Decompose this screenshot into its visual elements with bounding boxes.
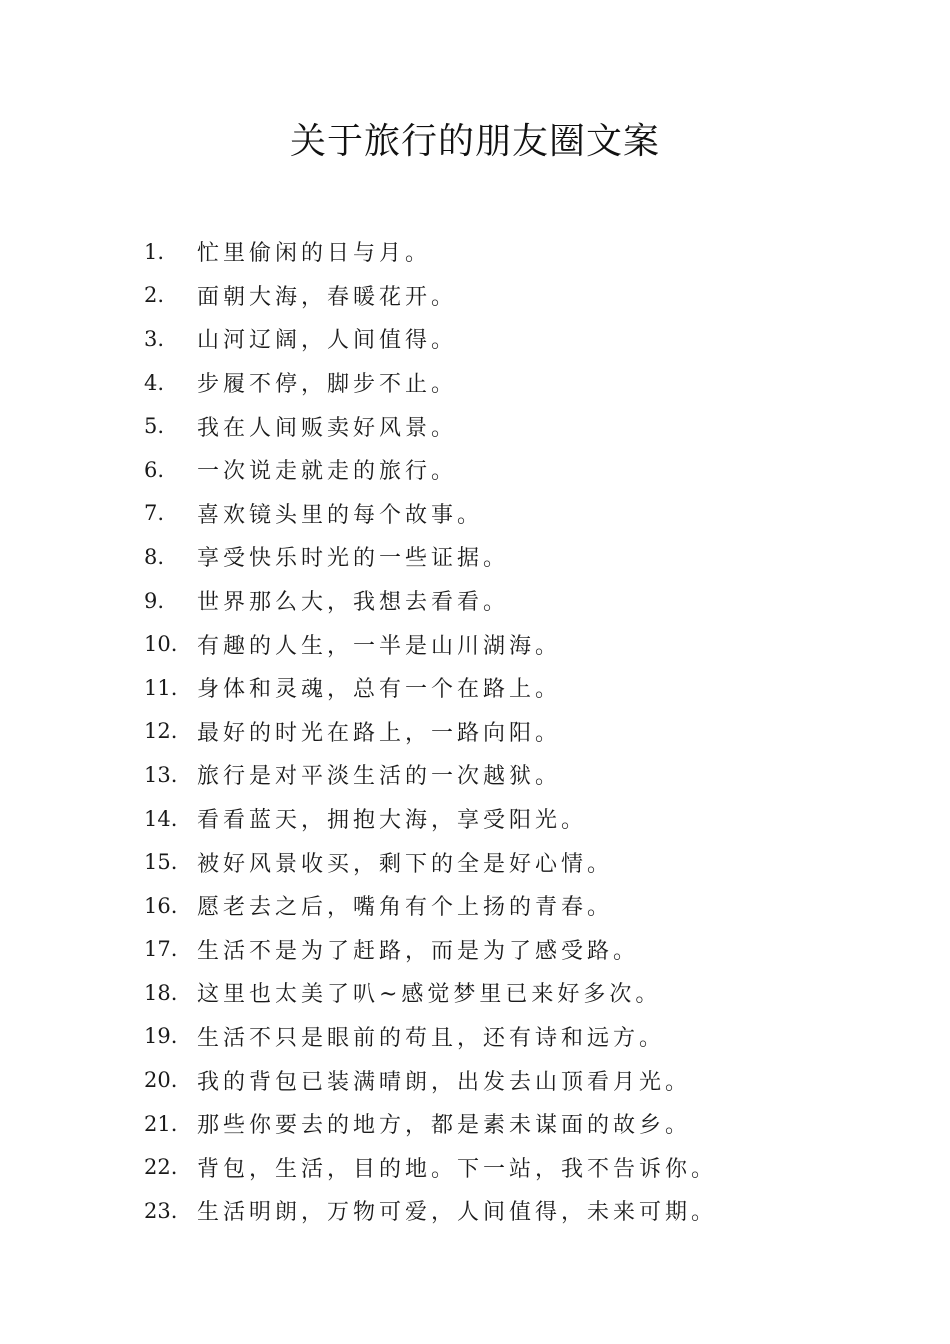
list-item [144,1189,844,1233]
list-item [144,361,844,405]
list-item-text: 面朝大海，春暖花开。 [197,284,458,310]
list-item-number: 9. [144,588,165,613]
list-item-number: 3. [144,326,165,351]
list-item-text: 背包，生活，目的地。下一站，我不告诉你。 [197,1156,718,1182]
list-item-text: 山河辽阔，人间值得。 [197,328,458,354]
list-item-number: 5. [144,414,165,439]
list-item-number: 17. [144,937,178,962]
list-item [144,1102,844,1146]
list-item-text: 享受快乐时光的一些证据。 [197,546,510,572]
list-item-number: 6. [144,457,165,482]
list-item-number: 16. [144,893,178,918]
list-item-number: 18. [144,980,178,1005]
list-item-number: 4. [144,370,165,395]
list-item-text: 一次说走就走的旅行。 [197,459,458,485]
list-item-number: 11. [144,675,178,700]
list-item-text: 身体和灵魂，总有一个在路上。 [197,677,562,703]
list-item [144,448,844,492]
list-item [144,840,844,884]
list-item [144,579,844,623]
list-item-text: 生活明朗，万物可爱，人间值得，未来可期。 [197,1200,718,1226]
list-item-text: 忙里偷闲的日与月。 [197,241,432,267]
list-item [144,1145,844,1189]
list-item-number: 15. [144,850,178,875]
list-item [144,928,844,972]
list-item-number: 23. [144,1198,178,1223]
list-item-number: 21. [144,1111,178,1136]
list-item-number: 2. [144,283,165,308]
list-item-number: 14. [144,806,178,831]
list-item [144,884,844,928]
list-item [144,971,844,1015]
list-item-number: 13. [144,762,178,787]
list-item [144,535,844,579]
list-item-text: 有趣的人生，一半是山川湖海。 [197,633,562,659]
list-item-text: 最好的时光在路上，一路向阳。 [197,720,562,746]
list-item-text: 这里也太美了叭~感觉梦里已来好多次。 [197,982,662,1008]
list-item [144,1015,844,1059]
list-item-text: 生活不只是眼前的苟且，还有诗和远方。 [197,1025,666,1051]
list-item-text: 步履不停，脚步不止。 [197,372,458,398]
list-item-text: 生活不是为了赶路，而是为了感受路。 [197,938,640,964]
list-item [144,317,844,361]
list-item-number: 7. [144,501,165,526]
list-item-number: 8. [144,544,165,569]
list-item-text: 愿老去之后，嘴角有个上扬的青春。 [197,895,614,921]
list-item [144,797,844,841]
page-title: 关于旅行的朋友圈文案 [289,121,660,162]
list-item [144,274,844,318]
list-item-text: 旅行是对平淡生活的一次越狱。 [197,764,562,790]
list-item [144,404,844,448]
list-item [144,666,844,710]
list-item [144,492,844,536]
list-item [144,753,844,797]
list-item-text: 看看蓝天，拥抱大海，享受阳光。 [197,808,588,834]
list-item-text: 我在人间贩卖好风景。 [197,415,458,441]
list-item-number: 22. [144,1155,178,1180]
list-item-number: 1. [144,239,165,264]
list-item [144,1058,844,1102]
list-item [144,622,844,666]
list-item [144,230,844,274]
list-item-text: 世界那么大，我想去看看。 [197,590,510,616]
list-item [144,710,844,754]
list-item-text: 我的背包已装满晴朗，出发去山顶看月光。 [197,1069,692,1095]
list-item-number: 19. [144,1024,178,1049]
list-item-text: 被好风景收买，剩下的全是好心情。 [197,851,614,877]
list-item-number: 20. [144,1068,178,1093]
list-item-text: 喜欢镜头里的每个故事。 [197,502,484,528]
list-item-number: 12. [144,719,178,744]
list-item-text: 那些你要去的地方，都是素未谋面的故乡。 [197,1113,692,1139]
list-item-number: 10. [144,632,178,657]
caption-list [144,230,844,1233]
